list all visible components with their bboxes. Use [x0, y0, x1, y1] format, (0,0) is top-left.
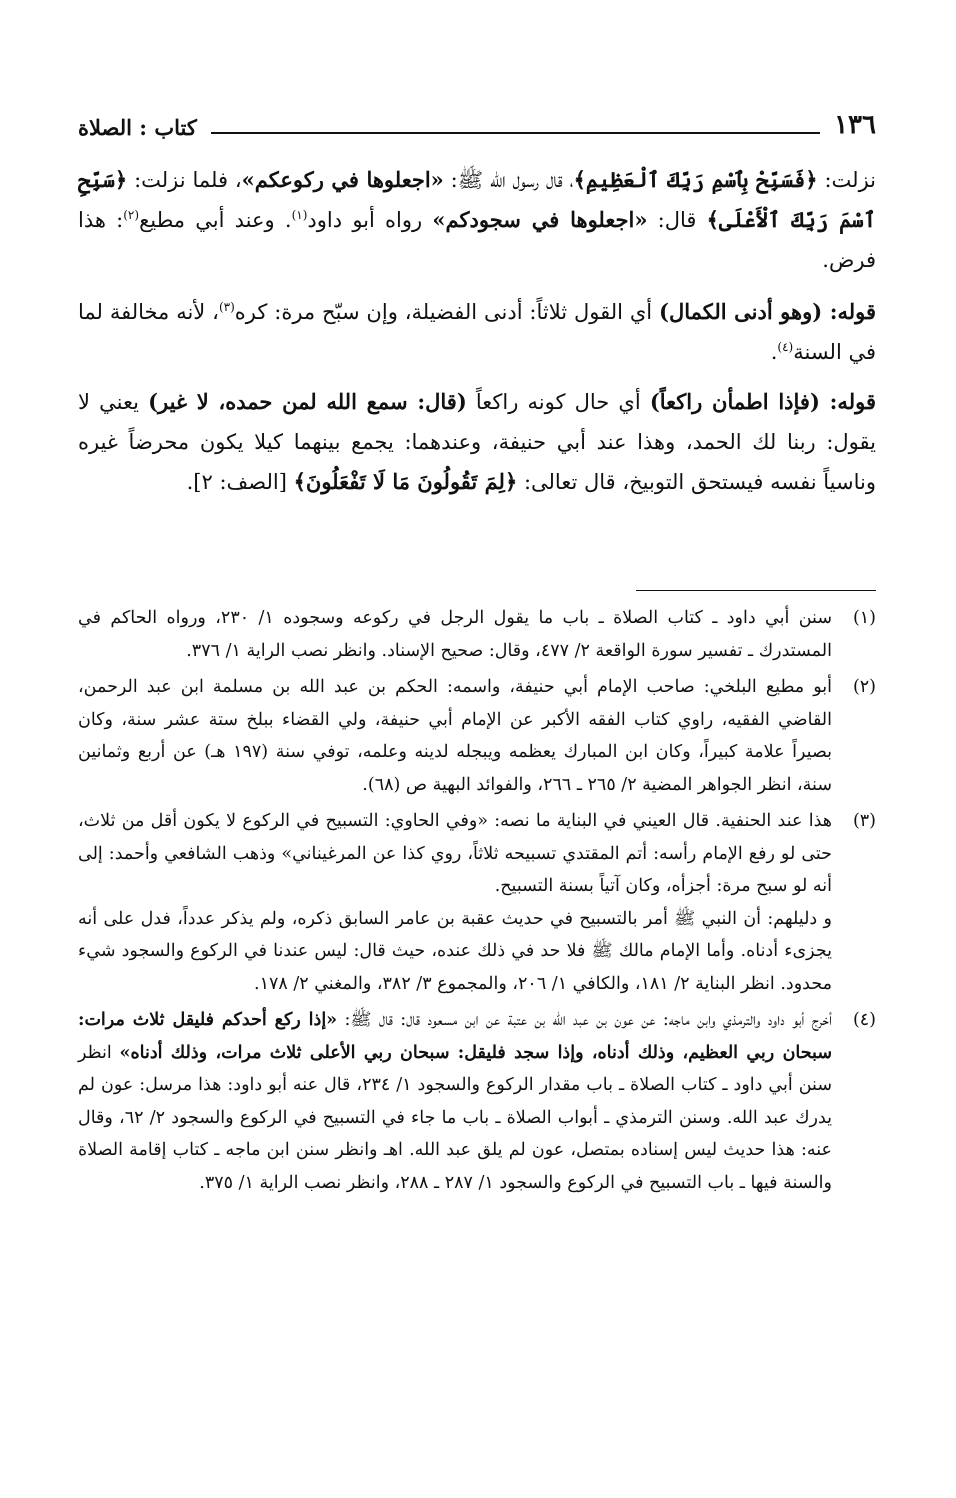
- text-run: أخرج أبو داود والترمذي وابن ماجه: عن عون بن عبد الله بن عتبة عن ابن مسعود قال: قال ﷺ:: [337, 1010, 832, 1030]
- hadith-quote: «اجعلوها في سجودكم»: [432, 207, 648, 232]
- text-run: أي القول ثلاثاً: أدنى الفضيلة، وإن سبّح مرة: كره: [234, 300, 660, 324]
- matn-quote: قوله: (وهو أدنى الكمال): [659, 299, 876, 324]
- footnote: [78, 602, 876, 667]
- header-rule: [211, 132, 820, 134]
- text-run: .: [770, 340, 778, 364]
- hadith-quote: «اجعلوها في ركوعكم»: [241, 167, 444, 192]
- text-run: ، قال رسول الله ﷺ:: [443, 168, 574, 192]
- text-run: ، لأنه مخالفة لما في السنة: [78, 300, 876, 364]
- footnotes: [78, 602, 876, 1203]
- footnote-text: هذا عند الحنفية. قال العيني في البناية ما نصه: «وفي الحاوي: التسبيح في الركوع لا يكون أقل من ثلاث، حتى لو رفع الإمام رأسه: أتم المقتدي تسبيحه ثلاثاً، روي كذا عن المرغيناني» وذهب الشافعي وأحمد: إلى أنه لو سبح مرة: أجزأه، وكان آتياً بسنة التسبيح.: [78, 811, 832, 896]
- footnote: [78, 1004, 876, 1199]
- hadith-quote: «إذا ركع أحدكم فليقل ثلاث مرات: سبحان ربي العظيم، وذلك أدناه، وإذا سجد فليقل: سبحان ربي الأعلى ثلاث مرات، وذلك أدناه»: [78, 1010, 832, 1063]
- text-run: ، فلما نزلت:: [127, 168, 242, 192]
- text-run: رواه أبو داود: [307, 208, 433, 232]
- text-run: : هذا فرض.: [78, 208, 876, 272]
- footnote-ref: (٣): [218, 300, 235, 314]
- quran-verse: ﴿لِمَ تَقُولُونَ مَا لَا تَفْعَلُونَ﴾: [293, 469, 518, 494]
- quran-verse: ﴿سَبِّحِ ٱسْمَ رَبِّكَ ٱلْأَعْلَى﴾: [78, 167, 877, 232]
- footnote-separator: [636, 590, 876, 591]
- footnote-number: (٢): [852, 677, 876, 697]
- text-run: يعني لا يقول: ربنا لك الحمد، وهذا عند أبي حنيفة، وعندهما: يجمع بينهما كيلا يكون محرضاً غيره وناسياً نفسه فيستحق التوبيخ، قال تعالى:: [78, 390, 876, 494]
- text-run: قال:: [647, 208, 707, 232]
- page-header: [78, 102, 876, 138]
- footnote-ref: (٢): [123, 208, 140, 222]
- commentary-paragraph-1: [78, 292, 876, 372]
- footnote-text-continued: و دليلهم: أن النبي ﷺ أمر بالتسبيح في حديث عقبة بن عامر السابق ذكره، ولم يذكر عدداً، فدل على أنه يجزىء أدناه. وأما الإمام مالك ﷺ فلا حد في ذلك عنده، حيث قال: ليس عندنا في الركوع والسجود شيء محدود. انظر البناية ٢/ ١٨١، والكافي ١/ ٢٠٦، والمجموع ٣/ ٣٨٢، والمغني ٢/ ١٧٨.: [78, 908, 832, 994]
- footnote-text: [78, 1004, 832, 1199]
- footnote: [78, 805, 876, 1000]
- page-number: ١٣٦: [834, 110, 876, 140]
- footnote: [78, 671, 876, 801]
- footnote-text: سنن أبي داود ـ كتاب الصلاة ـ باب ما يقول الرجل في ركوعه وسجوده ١/ ٢٣٠، ورواه الحاكم في المستدرك ـ تفسير سورة الواقعة ٢/ ٤٧٧، وقال: صحيح الإسناد. وانظر نصب الراية ١/ ٣٧٦.: [78, 608, 832, 661]
- footnote-number: (٣): [852, 811, 876, 831]
- quran-verse: ﴿فَسَبِّحْ بِٱسْمِ رَبِّكَ ٱلْعَظِيمِ﴾: [573, 167, 818, 192]
- footnote-text: أبو مطيع البلخي: صاحب الإمام أبي حنيفة، واسمه: الحكم بن عبد الله بن مسلمة ابن عبد الرحمن، القاضي الفقيه، راوي كتاب الفقه الأكبر عن الإمام أبي حنيفة، ولي القضاء ببلخ ستة عشر سنة، وكان بصيراً علامة كبيراً، وكان ابن المبارك يعظمه ويبجله لدينه وعلمه، توفي سنة (١٩٧ هـ) عن أربع وثمانين سنة، انظر الجواهر المضية ٢/ ٢٦٥ ـ ٢٦٦، والفوائد البهية ص (٦٨).: [78, 677, 832, 795]
- text-run: أي حال كونه راكعاً: [466, 390, 650, 414]
- footnote-ref: (٤): [777, 340, 794, 354]
- matn-quote: (قال: سمع الله لمن حمده، لا غير): [148, 389, 467, 414]
- text-run: [الصف: ٢].: [186, 470, 294, 494]
- intro-paragraph: [78, 160, 876, 280]
- text-run: . وعند أبي مطيع: [139, 208, 292, 232]
- running-title: كتاب : الصلاة: [78, 115, 197, 140]
- text-run: انظر سنن أبي داود ـ كتاب الصلاة ـ باب مقدار الركوع والسجود ١/ ٢٣٤، قال عنه أبو داود: هذا مرسل: عون لم يدرك عبد الله. وسنن الترمذي ـ أبواب الصلاة ـ باب ما جاء في التسبيح في الركوع والسجود ٢/ ٦٢، وقال عنه: هذا حديث ليس إسناده بمتصل، عون لم يلق عبد الله. اهـ وانظر سنن ابن ماجه ـ كتاب إقامة الصلاة والسنة فيها ـ باب التسبيح في الركوع والسجود ١/ ٢٨٧ ـ ٢٨٨، وانظر نصب الراية ١/ ٣٧٥.: [78, 1042, 833, 1193]
- matn-quote: قوله: (فإذا اطمأن راكعاً): [649, 389, 876, 414]
- footnote-number: (٤): [852, 1010, 876, 1030]
- footnote-ref: (١): [291, 208, 308, 222]
- text-run: نزلت:: [817, 168, 877, 192]
- main-text: [78, 160, 876, 512]
- footnote-number: (١): [852, 608, 876, 628]
- commentary-paragraph-2: [78, 382, 876, 502]
